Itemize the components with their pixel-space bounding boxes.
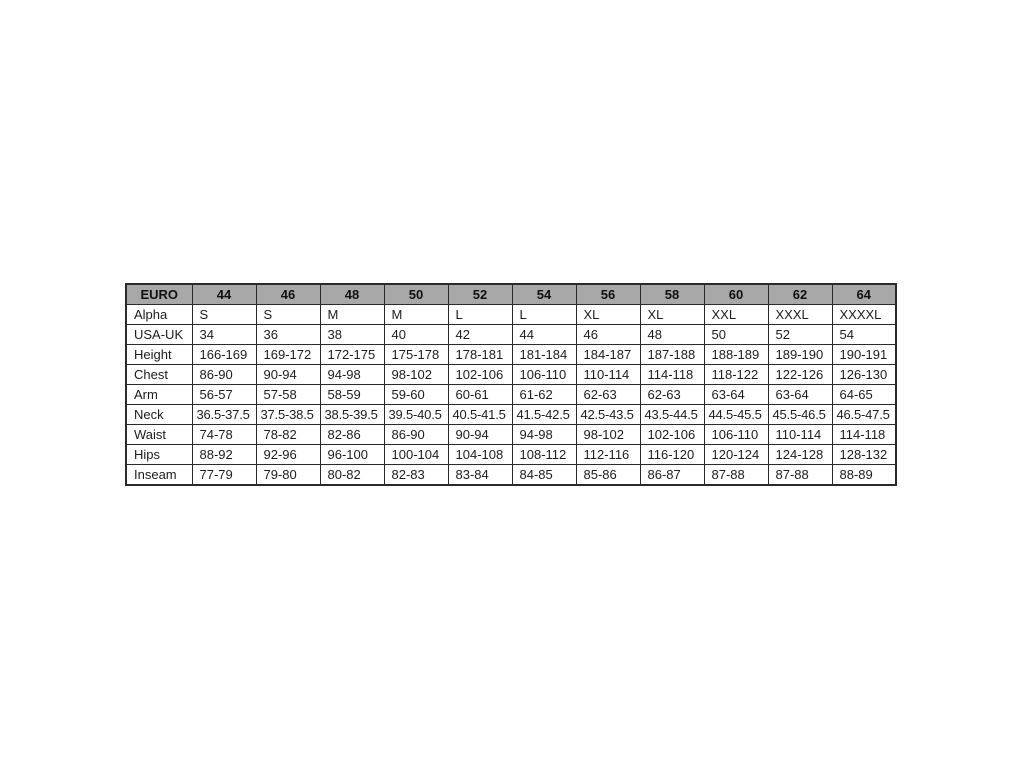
table-cell: XL xyxy=(640,305,704,325)
table-cell: S xyxy=(192,305,256,325)
column-header-size: 52 xyxy=(448,284,512,305)
table-cell: 46 xyxy=(576,325,640,345)
table-cell: 57-58 xyxy=(256,385,320,405)
row-label: Arm xyxy=(126,385,192,405)
table-cell: 37.5-38.5 xyxy=(256,405,320,425)
table-cell: 94-98 xyxy=(512,425,576,445)
table-cell: 110-114 xyxy=(576,365,640,385)
table-cell: 54 xyxy=(832,325,896,345)
table-cell: 84-85 xyxy=(512,465,576,486)
table-cell: 118-122 xyxy=(704,365,768,385)
table-cell: 90-94 xyxy=(256,365,320,385)
table-header-row xyxy=(126,284,896,305)
table-cell: 190-191 xyxy=(832,345,896,365)
table-cell: 100-104 xyxy=(384,445,448,465)
table-cell: 102-106 xyxy=(448,365,512,385)
table-cell: 43.5-44.5 xyxy=(640,405,704,425)
table-cell: L xyxy=(512,305,576,325)
table-cell: 85-86 xyxy=(576,465,640,486)
table-cell: 188-189 xyxy=(704,345,768,365)
table-cell: 39.5-40.5 xyxy=(384,405,448,425)
table-cell: 106-110 xyxy=(704,425,768,445)
table-cell: 46.5-47.5 xyxy=(832,405,896,425)
table-cell: 79-80 xyxy=(256,465,320,486)
column-header-size: 56 xyxy=(576,284,640,305)
row-label: Chest xyxy=(126,365,192,385)
table-cell: 83-84 xyxy=(448,465,512,486)
table-cell: 64-65 xyxy=(832,385,896,405)
table-cell: 63-64 xyxy=(768,385,832,405)
table-cell: 112-116 xyxy=(576,445,640,465)
table-cell: 50 xyxy=(704,325,768,345)
table-cell: 78-82 xyxy=(256,425,320,445)
column-header-size: 58 xyxy=(640,284,704,305)
table-cell: 40 xyxy=(384,325,448,345)
table-cell: 58-59 xyxy=(320,385,384,405)
table-cell: 122-126 xyxy=(768,365,832,385)
table-row xyxy=(126,325,896,345)
table-cell: XXXXL xyxy=(832,305,896,325)
table-cell: 108-112 xyxy=(512,445,576,465)
table-cell: 120-124 xyxy=(704,445,768,465)
header-row xyxy=(126,284,896,305)
table-cell: 44 xyxy=(512,325,576,345)
table-cell: 82-83 xyxy=(384,465,448,486)
table-row xyxy=(126,425,896,445)
table-cell: 110-114 xyxy=(768,425,832,445)
column-header-size: 44 xyxy=(192,284,256,305)
table-row xyxy=(126,465,896,486)
table-cell: 62-63 xyxy=(576,385,640,405)
table-cell: 42.5-43.5 xyxy=(576,405,640,425)
table-cell: 82-86 xyxy=(320,425,384,445)
table-cell: 56-57 xyxy=(192,385,256,405)
column-header-size: 46 xyxy=(256,284,320,305)
table-cell: 42 xyxy=(448,325,512,345)
table-cell: 60-61 xyxy=(448,385,512,405)
row-label: Inseam xyxy=(126,465,192,486)
table-cell: 34 xyxy=(192,325,256,345)
header-label-euro: EURO xyxy=(126,284,192,305)
column-header-size: 54 xyxy=(512,284,576,305)
table-cell: 41.5-42.5 xyxy=(512,405,576,425)
table-cell: 38.5-39.5 xyxy=(320,405,384,425)
table-cell: 88-92 xyxy=(192,445,256,465)
row-label: Alpha xyxy=(126,305,192,325)
table-cell: 80-82 xyxy=(320,465,384,486)
table-cell: 116-120 xyxy=(640,445,704,465)
table-cell: 114-118 xyxy=(640,365,704,385)
table-row xyxy=(126,405,896,425)
table-cell: 48 xyxy=(640,325,704,345)
table-cell: 128-132 xyxy=(832,445,896,465)
table-row xyxy=(126,445,896,465)
table-cell: 181-184 xyxy=(512,345,576,365)
column-header-size: 60 xyxy=(704,284,768,305)
column-header-size: 64 xyxy=(832,284,896,305)
table-cell: 52 xyxy=(768,325,832,345)
table-row xyxy=(126,365,896,385)
table-row xyxy=(126,305,896,325)
table-cell: 169-172 xyxy=(256,345,320,365)
table-cell: XL xyxy=(576,305,640,325)
table-cell: 88-89 xyxy=(832,465,896,486)
table-row xyxy=(126,385,896,405)
table-cell: 45.5-46.5 xyxy=(768,405,832,425)
table-cell: 98-102 xyxy=(576,425,640,445)
row-label: USA-UK xyxy=(126,325,192,345)
table-cell: L xyxy=(448,305,512,325)
table-cell: 102-106 xyxy=(640,425,704,445)
table-cell: 172-175 xyxy=(320,345,384,365)
table-cell: 61-62 xyxy=(512,385,576,405)
table-cell: 126-130 xyxy=(832,365,896,385)
table-cell: 114-118 xyxy=(832,425,896,445)
column-header-size: 50 xyxy=(384,284,448,305)
table-cell: 189-190 xyxy=(768,345,832,365)
table-cell: 77-79 xyxy=(192,465,256,486)
row-label: Waist xyxy=(126,425,192,445)
table-cell: 96-100 xyxy=(320,445,384,465)
table-cell: 87-88 xyxy=(768,465,832,486)
table-cell: 106-110 xyxy=(512,365,576,385)
table-cell: 94-98 xyxy=(320,365,384,385)
row-label: Hips xyxy=(126,445,192,465)
table-cell: XXXL xyxy=(768,305,832,325)
table-cell: 87-88 xyxy=(704,465,768,486)
table-cell: 59-60 xyxy=(384,385,448,405)
size-conversion-table xyxy=(125,283,897,486)
table-cell: 175-178 xyxy=(384,345,448,365)
table-cell: 187-188 xyxy=(640,345,704,365)
row-label: Neck xyxy=(126,405,192,425)
table-cell: 124-128 xyxy=(768,445,832,465)
table-cell: 74-78 xyxy=(192,425,256,445)
table-cell: 90-94 xyxy=(448,425,512,445)
table-cell: S xyxy=(256,305,320,325)
table-row xyxy=(126,345,896,365)
row-label: Height xyxy=(126,345,192,365)
table-cell: 86-87 xyxy=(640,465,704,486)
table-cell: 86-90 xyxy=(192,365,256,385)
table-cell: 36.5-37.5 xyxy=(192,405,256,425)
table-cell: 104-108 xyxy=(448,445,512,465)
table-body xyxy=(126,305,896,486)
column-header-size: 48 xyxy=(320,284,384,305)
table-cell: 44.5-45.5 xyxy=(704,405,768,425)
table-cell: 98-102 xyxy=(384,365,448,385)
table-cell: 62-63 xyxy=(640,385,704,405)
column-header-size: 62 xyxy=(768,284,832,305)
table-cell: 38 xyxy=(320,325,384,345)
table-cell: M xyxy=(320,305,384,325)
table-cell: 36 xyxy=(256,325,320,345)
table-cell: 63-64 xyxy=(704,385,768,405)
table-cell: 166-169 xyxy=(192,345,256,365)
table-cell: 178-181 xyxy=(448,345,512,365)
table-cell: 40.5-41.5 xyxy=(448,405,512,425)
table-cell: 86-90 xyxy=(384,425,448,445)
table-cell: M xyxy=(384,305,448,325)
table-cell: XXL xyxy=(704,305,768,325)
table-cell: 184-187 xyxy=(576,345,640,365)
table-cell: 92-96 xyxy=(256,445,320,465)
